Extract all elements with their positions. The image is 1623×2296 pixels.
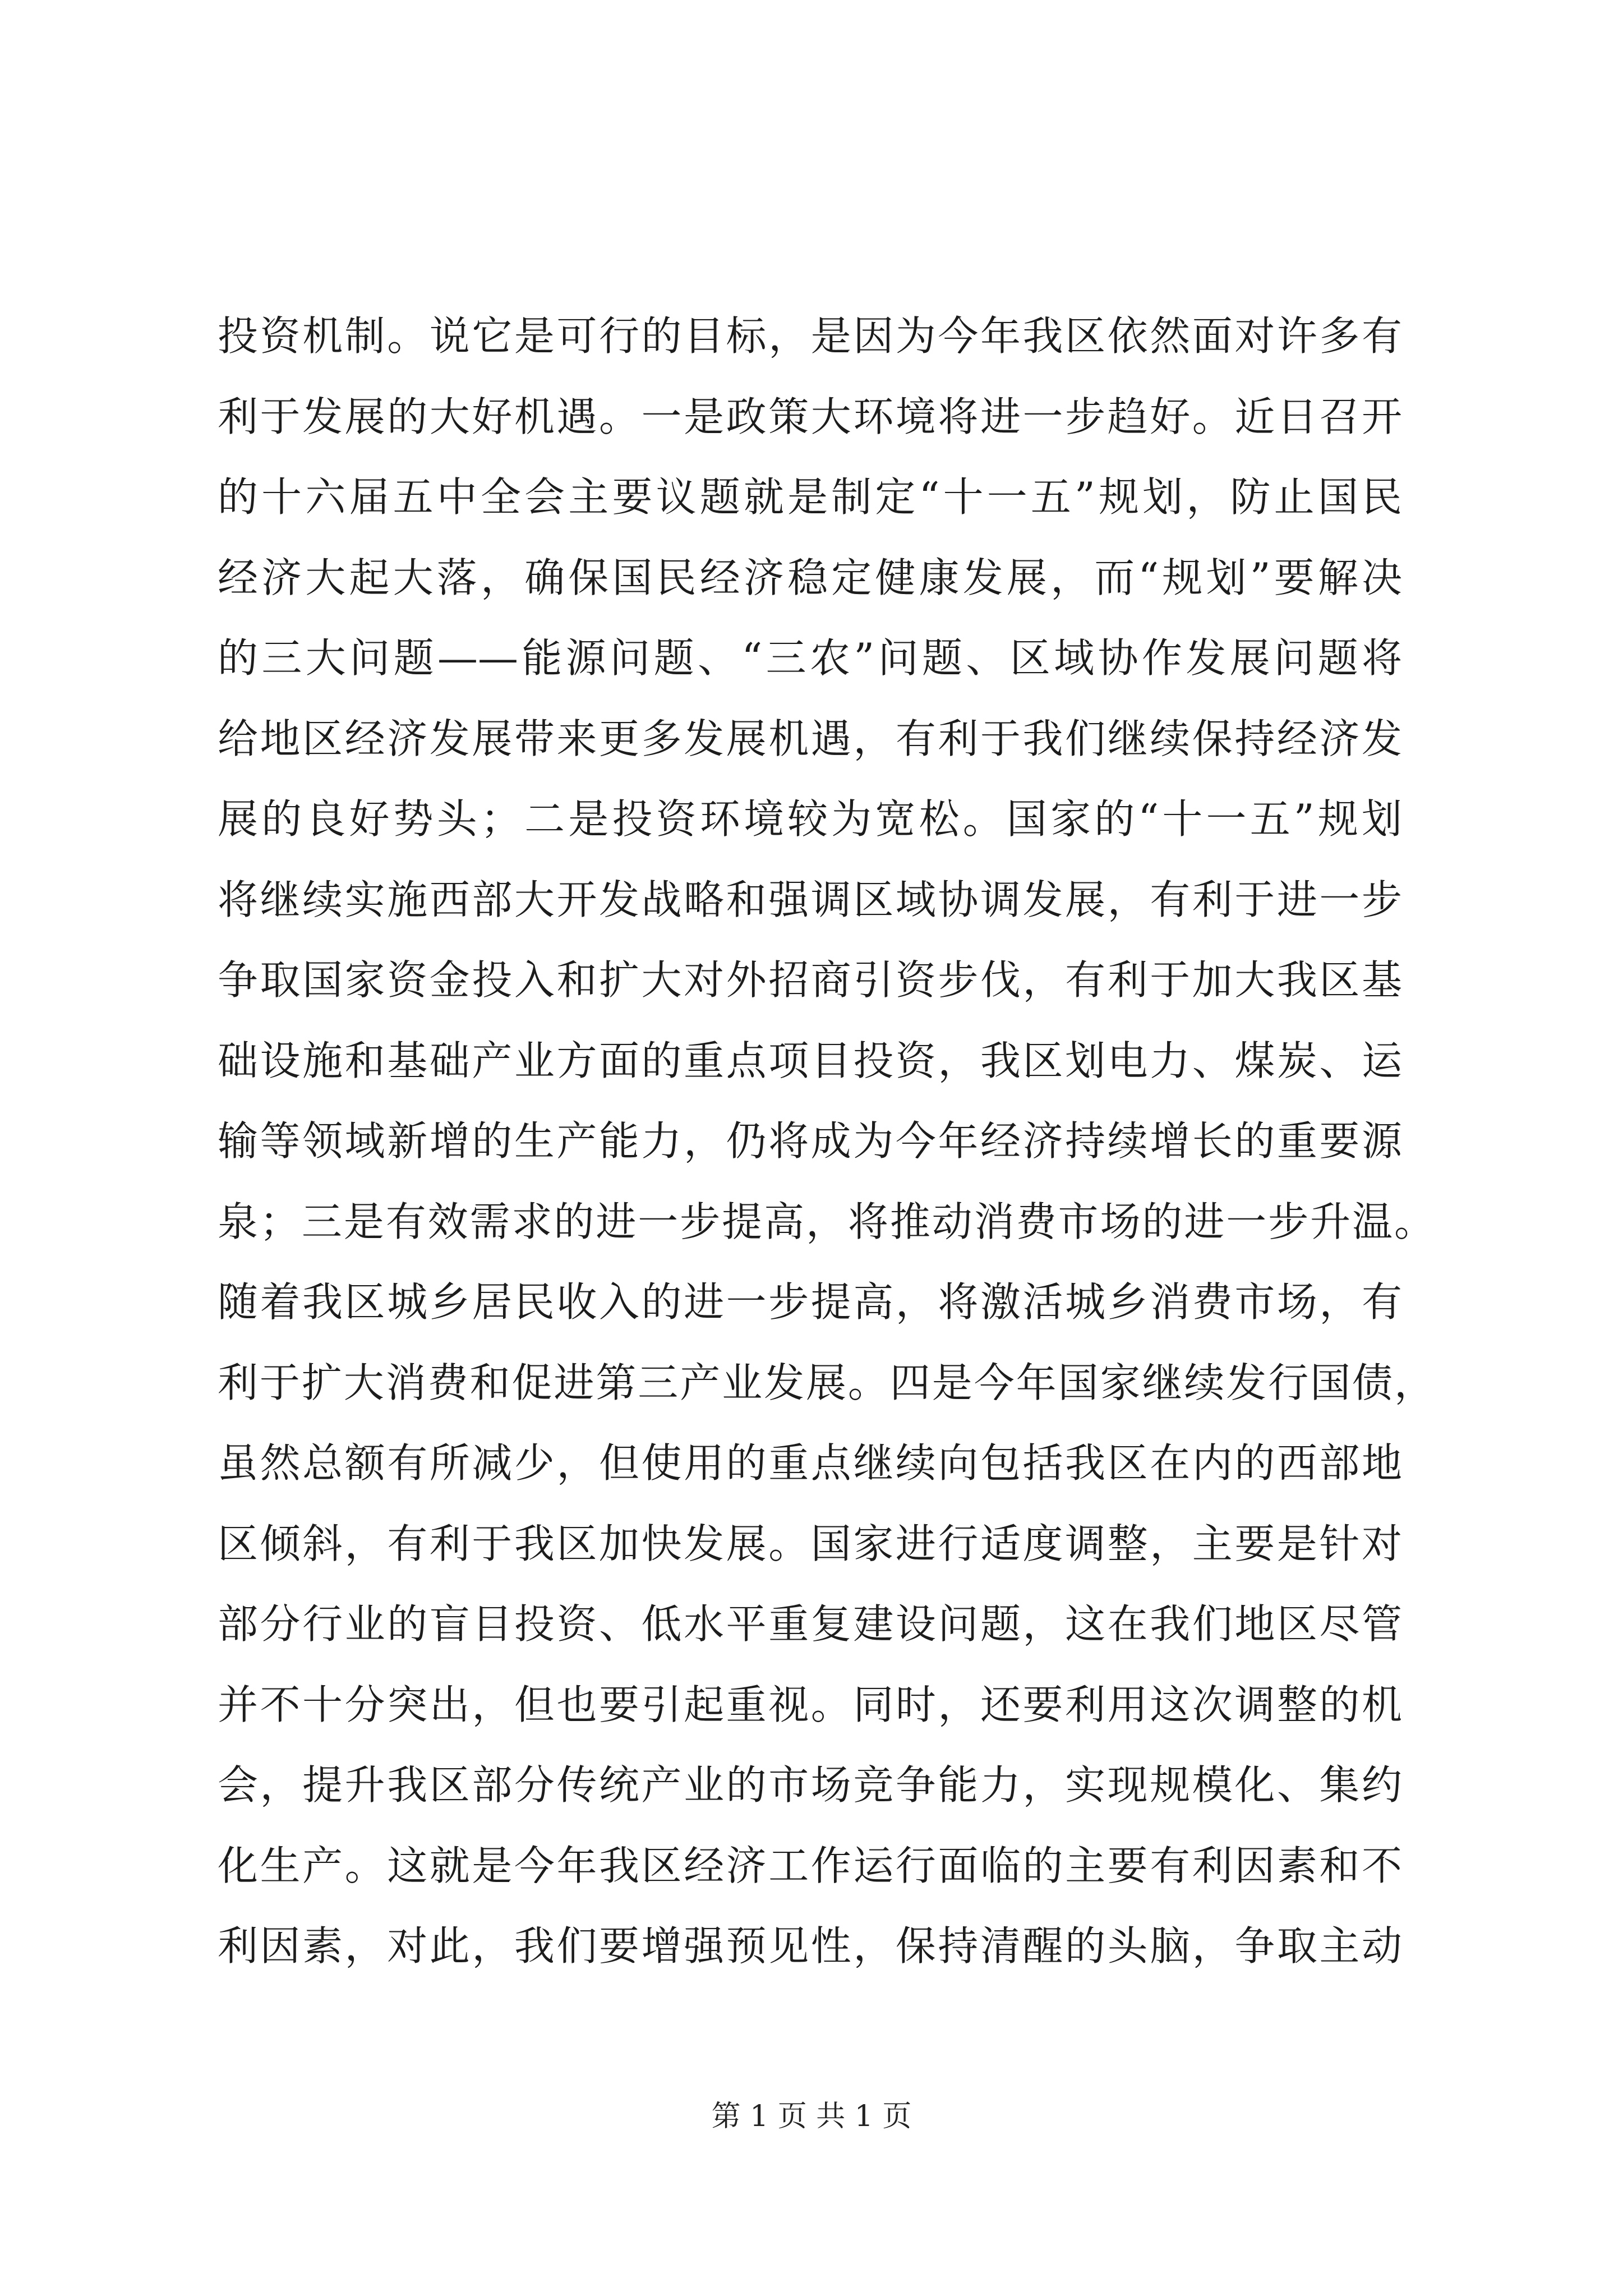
text-line: 会，提升我区部分传统产业的市场竞争能力，实现规模化、集约 xyxy=(218,1761,1402,1809)
document-body xyxy=(218,296,1435,1987)
page-footer: 第 1 页 共 1 页 xyxy=(711,2100,912,2133)
text-line: 利于发展的大好机遇。一是政策大环境将进一步趋好。近日召开 xyxy=(218,393,1402,440)
text-line: 虽然总额有所减少，但使用的重点继续向包括我区在内的西部地 xyxy=(218,1439,1402,1487)
text-line: 投资机制。说它是可行的目标，是因为今年我区依然面对许多有 xyxy=(218,312,1402,360)
text-line: 争取国家资金投入和扩大对外招商引资步伐，有利于加大我区基 xyxy=(218,956,1402,1004)
text-line: 部分行业的盲目投资、低水平重复建设问题，这在我们地区尽管 xyxy=(218,1600,1402,1648)
text-line: 将继续实施西部大开发战略和强调区域协调发展，有利于进一步 xyxy=(218,876,1402,923)
text-line: 化生产。这就是今年我区经济工作运行面临的主要有利因素和不 xyxy=(218,1842,1402,1889)
text-line: 经济大起大落，确保国民经济稳定健康发展，而“规划”要解决 xyxy=(218,554,1402,601)
text-line: 利于扩大消费和促进第三产业发展。四是今年国家继续发行国债， xyxy=(218,1359,1435,1406)
text-line: 利因素，对此，我们要增强预见性，保持清醒的头脑，争取主动 xyxy=(218,1922,1402,1970)
text-line: 的十六届五中全会主要议题就是制定“十一五”规划，防止国民 xyxy=(218,473,1402,521)
text-line: 给地区经济发展带来更多发展机遇，有利于我们继续保持经济发 xyxy=(218,715,1402,762)
text-line: 输等领域新增的生产能力，仍将成为今年经济持续增长的重要源 xyxy=(218,1117,1402,1165)
text-line: 泉；三是有效需求的进一步提高，将推动消费市场的进一步升温。 xyxy=(218,1198,1435,1245)
text-line: 随着我区城乡居民收入的进一步提高，将激活城乡消费市场，有 xyxy=(218,1278,1402,1326)
text-line: 展的良好势头；二是投资环境较为宽松。国家的“十一五”规划 xyxy=(218,795,1402,843)
text-line: 区倾斜，有利于我区加快发展。国家进行适度调整，主要是针对 xyxy=(218,1520,1402,1567)
text-line: 并不十分突出，但也要引起重视。同时，还要利用这次调整的机 xyxy=(218,1681,1402,1728)
text-line: 础设施和基础产业方面的重点项目投资，我区划电力、煤炭、运 xyxy=(218,1037,1402,1084)
text-line: 的三大问题——能源问题、“三农”问题、区域协作发展问题将 xyxy=(218,634,1402,682)
